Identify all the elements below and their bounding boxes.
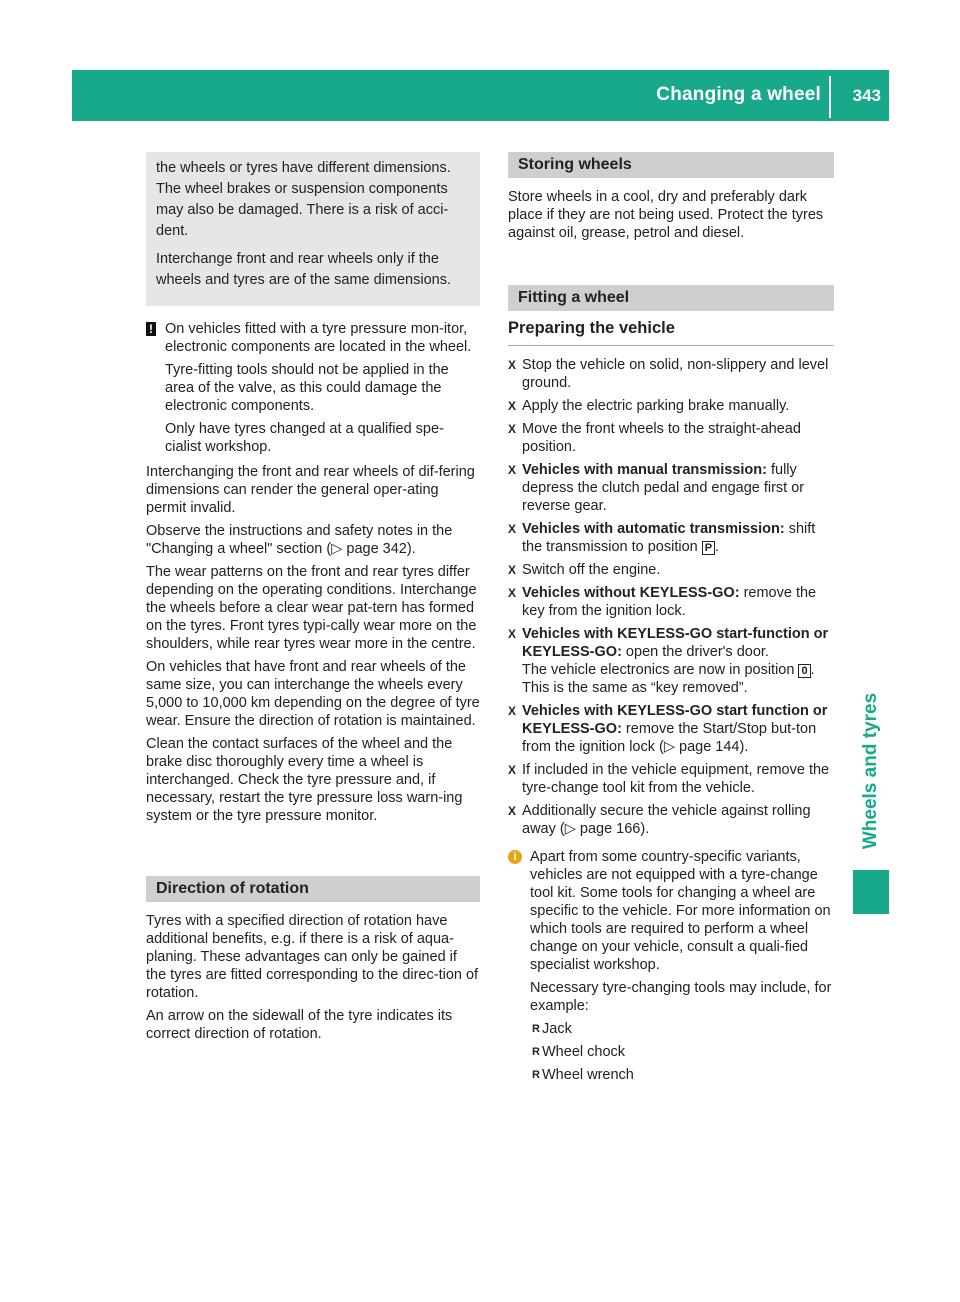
- key-position-0-symbol: 0: [798, 664, 810, 678]
- list-item: R Jack: [532, 1021, 572, 1037]
- bullet-icon: R: [532, 1069, 540, 1081]
- step-11: X Additionally secure the vehicle against rolling away (▷ page 166).: [508, 803, 811, 837]
- paragraph-clean: Clean the contact surfaces of the wheel and the brake disc thoroughly every time a wheel is interchanged. Check the tyre pressure and, if necessary, restart the tyre pressure loss warn-ing system or the tyre pressure monitor.: [146, 736, 463, 824]
- paragraph-same-size: On vehicles that have front and rear wheels of the same size, you can interchange the wheels every 5,000 to 10,000 km depending on the degree of tyre wear. Ensure the direction of rotation is maintained.: [146, 659, 480, 729]
- subheading-preparing: Preparing the vehicle: [508, 313, 834, 346]
- step-6: X Switch off the engine.: [508, 562, 661, 578]
- step-arrow-icon: X: [508, 563, 517, 577]
- paragraph-interchanging: Interchanging the front and rear wheels of dif-fering dimensions can render the general oper-ating permit invalid.: [146, 464, 475, 516]
- notice-block: [146, 320, 480, 461]
- warning-text-2: Interchange front and rear wheels only if the wheels and tyres are of the same dimensions.: [156, 251, 451, 288]
- section-heading-rotation: Direction of rotation: [146, 876, 480, 902]
- step-arrow-icon: X: [508, 463, 517, 477]
- step-1: X Stop the vehicle on solid, non-slippery and level ground.: [508, 357, 829, 391]
- step-10: X If included in the vehicle equipment, remove the tyre-change tool kit from the vehicle.: [508, 762, 830, 796]
- page-number: 343: [852, 86, 881, 105]
- bullet-icon: R: [532, 1046, 540, 1058]
- list-item: R Wheel wrench: [532, 1067, 634, 1083]
- section-heading-storing: Storing wheels: [508, 152, 834, 178]
- storing-text: Store wheels in a cool, dry and preferably dark place if they are not being used. Protect the tyres against oil, grease, petrol and diesel.: [508, 189, 824, 241]
- step-8: X Vehicles with KEYLESS-GO start-function or KEYLESS-GO: open the driver's door. The vehicle electronics are now in position 0 . This is the same as “key removed”.: [508, 626, 829, 696]
- step-arrow-icon: X: [508, 586, 517, 600]
- info-text-1: Apart from some country-specific variants, vehicles are not equipped with a tyre-change tool kit. Some tools for changing a wheel are specific to the vehicle. For more information on which tools are required to perform a wheel change on your vehicle, consult a quali-fied specialist workshop.: [530, 849, 831, 973]
- section-heading-fitting: Fitting a wheel: [508, 285, 834, 311]
- step-2: X Apply the electric parking brake manually.: [508, 398, 790, 414]
- info-icon: i: [508, 850, 522, 864]
- step-9: X Vehicles with KEYLESS-GO start function or KEYLESS-GO: remove the Start/Stop but-ton from the ignition lock (▷ page 144).: [508, 703, 828, 755]
- side-tab-label: Wheels and tyres: [860, 692, 881, 850]
- step-arrow-icon: X: [508, 627, 517, 641]
- rotation-text-2: An arrow on the sidewall of the tyre indicates its correct direction of rotation.: [146, 1008, 453, 1042]
- exclamation-icon: !: [146, 322, 156, 336]
- step-7: X Vehicles without KEYLESS-GO: remove the key from the ignition lock.: [508, 585, 817, 619]
- list-item: R Wheel chock: [532, 1044, 626, 1060]
- warning-box: [146, 152, 480, 306]
- right-column: [508, 152, 834, 1089]
- side-tab-marker: [853, 870, 889, 914]
- paragraph-observe: Observe the instructions and safety notes in the "Changing a wheel" section (▷ page 342).: [146, 523, 453, 557]
- info-text-2: Necessary tyre-changing tools may include, for example:: [530, 980, 832, 1014]
- header-divider: [829, 76, 831, 118]
- rotation-text-1: Tyres with a specified direction of rotation have additional benefits, e.g. if there is a risk of aqua-planing. These advantages can only be gained if the tyres are fitted corresponding to the direc-tion of rotation.: [146, 913, 479, 1001]
- step-arrow-icon: X: [508, 704, 517, 718]
- step-5: X Vehicles with automatic transmission: shift the transmission to position P .: [508, 521, 816, 555]
- paragraph-wear-patterns: The wear patterns on the front and rear tyres differ depending on the operating conditions. Interchange the wheels before a clear wear pat-tern has formed on the tyres. Front tyres typi-cally wear more on the shoulders, while rear tyres wear more in the centre.: [146, 564, 477, 652]
- notice-text-3: Only have tyres changed at a qualified spe-cialist workshop.: [165, 421, 444, 455]
- left-column: [146, 152, 480, 1048]
- step-arrow-icon: X: [508, 358, 517, 372]
- step-arrow-icon: X: [508, 422, 517, 436]
- step-arrow-icon: X: [508, 522, 517, 536]
- info-block: [508, 848, 834, 1089]
- step-arrow-icon: X: [508, 804, 517, 818]
- notice-text-2: Tyre-fitting tools should not be applied in the area of the valve, as this could damage the electronic components.: [165, 362, 449, 414]
- step-4: X Vehicles with manual transmission: fully depress the clutch pedal and engage first or reverse gear.: [508, 462, 805, 514]
- step-3: X Move the front wheels to the straight-ahead position.: [508, 421, 801, 455]
- chapter-title: Changing a wheel: [656, 84, 821, 105]
- header-bar: [72, 70, 889, 121]
- warning-text-1: the wheels or tyres have different dimensions. The wheel brakes or suspension components may also be damaged. There is a risk of acci-dent.: [156, 160, 451, 239]
- step-arrow-icon: X: [508, 399, 517, 413]
- gear-p-symbol: P: [702, 541, 715, 555]
- bullet-icon: R: [532, 1023, 540, 1035]
- step-arrow-icon: X: [508, 763, 517, 777]
- notice-text-1: On vehicles fitted with a tyre pressure mon-itor, electronic components are located in the wheel.: [165, 321, 472, 355]
